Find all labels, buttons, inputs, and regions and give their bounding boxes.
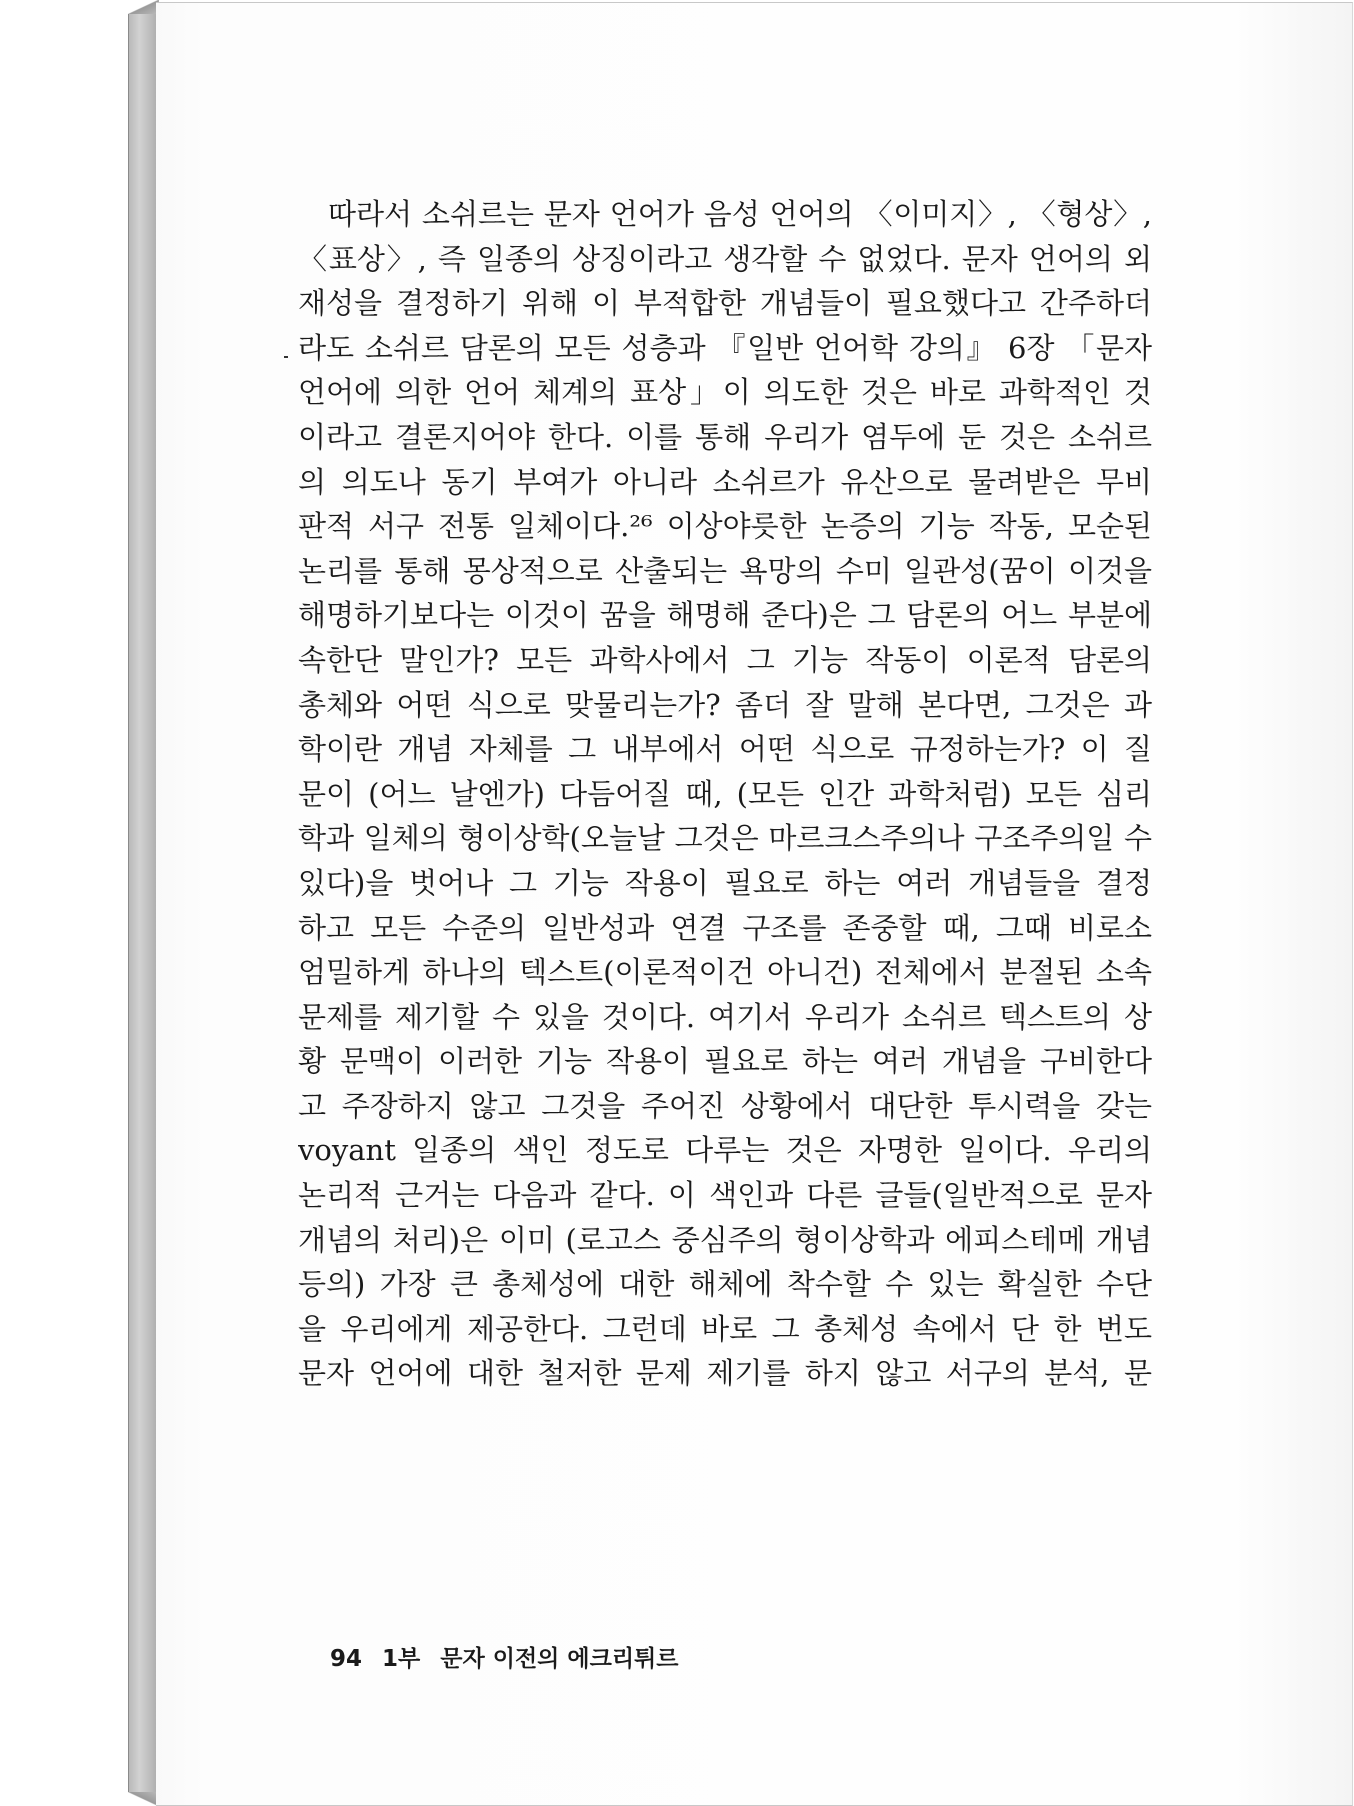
book-spine-top-edge [128,0,158,14]
text-line: 속한단 말인가? 모든 과학사에서 그 기능 작동이 이론적 담론의 [298,642,1152,677]
text-line: 학과 일체의 형이상학(오늘날 그것은 마르크스주의나 구조주의일 수 [298,821,1152,856]
footer-part-title: 문자 이전의 에크리튀르 [440,1646,679,1672]
text-line: 논리적 근거는 다음과 같다. 이 색인과 다른 글들(일반적으로 문자 [298,1178,1152,1213]
text-line: 엄밀하게 하나의 텍스트(이론적이건 아니건) 전체에서 분절된 소속 [298,955,1152,990]
text-line: 하고 모든 수준의 일반성과 연결 구조를 존중할 때, 그때 비로소 [298,910,1152,945]
text-line: 황 문맥이 이러한 기능 작용이 필요로 하는 여러 개념을 구비한다 [298,1044,1152,1079]
page-number: 94 [330,1646,363,1672]
text-line: 개념의 처리)은 이미 (로고스 중심주의 형이상학과 에피스테메 개념 [298,1222,1152,1257]
text-line: 해명하기보다는 이것이 꿈을 해명해 준다)은 그 담론의 어느 부분에 [298,598,1152,633]
running-footer [330,1640,690,1673]
body-text [298,192,1152,1396]
text-line: 언어에 의한 언어 체계의 표상」이 의도한 것은 바로 과학적인 것 [298,375,1152,410]
text-line: 의 의도나 동기 부여가 아니라 소쉬르가 유산으로 물려받은 무비 [298,464,1152,499]
footer-part: 1부 [382,1646,421,1672]
text-line: 판적 서구 전통 일체이다.²⁶ 이상야릇한 논증의 기능 작동, 모순된 [298,509,1152,544]
text-line: 따라서 소쉬르는 문자 언어가 음성 언어의 〈이미지〉, 〈형상〉, [328,197,1152,231]
text-line: 문이 (어느 날엔가) 다듬어질 때, (모든 인간 과학처럼) 모든 심리 [298,776,1152,811]
text-line: 문제를 제기할 수 있을 것이다. 여기서 우리가 소쉬르 텍스트의 상 [298,999,1152,1034]
text-line: 등의) 가장 큰 총체성에 대한 해체에 착수할 수 있는 확실한 수단 [298,1267,1152,1302]
text-line: 이라고 결론지어야 한다. 이를 통해 우리가 염두에 둔 것은 소쉬르 [298,419,1152,454]
text-line: 있다)을 벗어나 그 기능 작용이 필요로 하는 여러 개념들을 결정 [298,865,1152,900]
text-line: 을 우리에게 제공한다. 그런데 바로 그 총체성 속에서 단 한 번도 [298,1311,1152,1346]
stray-mark [284,356,288,358]
book-spine-bottom-edge [128,1792,158,1806]
text-line: 고 주장하지 않고 그것을 주어진 상황에서 대단한 투시력을 갖는 [298,1088,1152,1123]
text-line: 학이란 개념 자체를 그 내부에서 어떤 식으로 규정하는가? 이 질 [298,732,1152,767]
text-line: 라도 소쉬르 담론의 모든 성층과 『일반 언어학 강의』 6장 「문자 [298,330,1152,365]
text-line: 문자 언어에 대한 철저한 문제 제기를 하지 않고 서구의 분석, 문 [298,1356,1152,1391]
text-line: 〈표상〉, 즉 일종의 상징이라고 생각할 수 없었다. 문자 언어의 외 [298,241,1152,276]
text-line: 총체와 어떤 식으로 맞물리는가? 좀더 잘 말해 본다면, 그것은 과 [298,687,1152,722]
text-line: voyant 일종의 색인 정도로 다루는 것은 자명한 일이다. 우리의 [298,1133,1152,1168]
text-line: 재성을 결정하기 위해 이 부적합한 개념들이 필요했다고 간주하더 [298,286,1152,321]
book-spine [128,0,159,1806]
text-line: 논리를 통해 몽상적으로 산출되는 욕망의 수미 일관성(꿈이 이것을 [298,553,1152,588]
